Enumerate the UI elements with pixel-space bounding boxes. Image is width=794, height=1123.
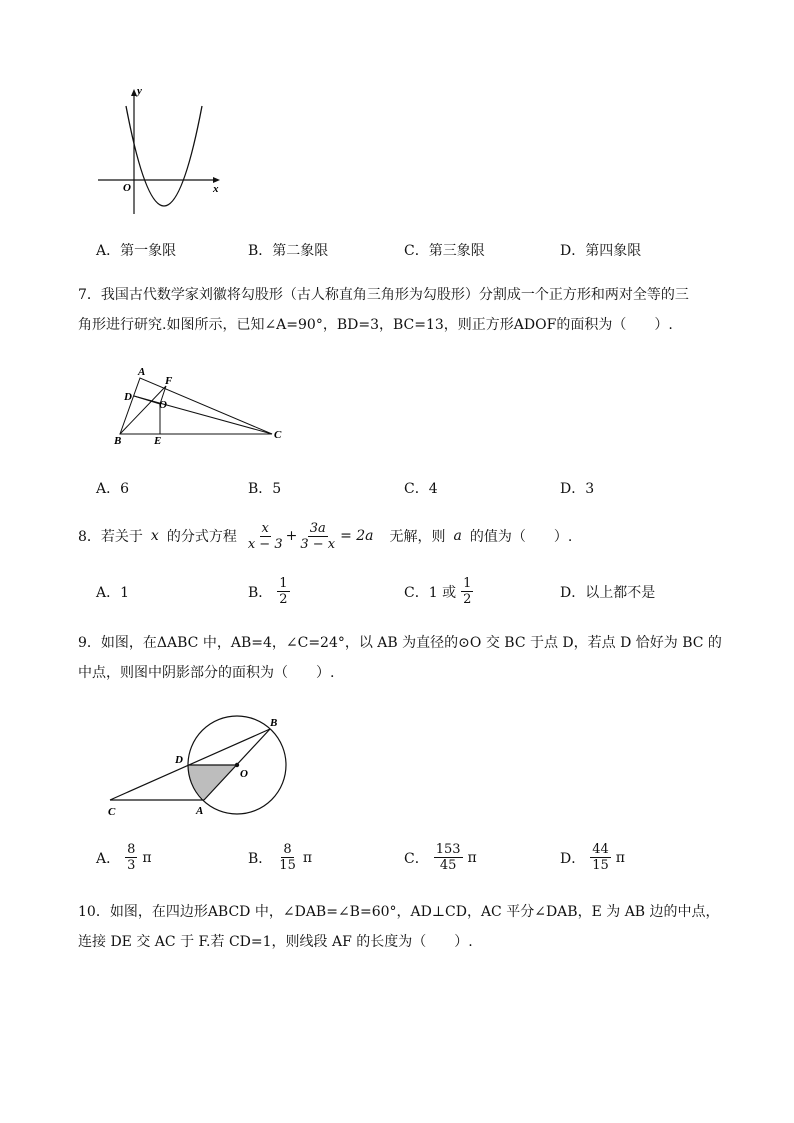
label-d: D [124, 391, 132, 403]
q8-option-b-fraction [277, 576, 289, 607]
q9-option-d-label: D． [560, 850, 586, 867]
q8-equation [245, 521, 374, 552]
q10-question [78, 897, 728, 957]
q9-option-a-num: 8 [127, 842, 136, 857]
label-c: C [108, 806, 116, 818]
q9-option-a-label: A． [96, 850, 121, 867]
q8-suffix-2: 的值为（ ）. [469, 529, 573, 545]
q9-option-b[interactable] [248, 842, 312, 873]
q6-option-b[interactable]: B．第二象限 [248, 243, 329, 259]
q9-option-d-num: 44 [592, 842, 609, 857]
q8-suffix-1: 无解，则 [389, 529, 446, 545]
parabola-graph [92, 82, 232, 222]
label-o: O [240, 768, 248, 780]
q9-option-c-pi: π [467, 849, 477, 866]
q7-option-a[interactable]: A．6 [96, 481, 130, 497]
q8-frac1-den: x − 3 [247, 536, 283, 552]
q6-option-a[interactable]: A．第一象限 [96, 243, 177, 259]
center-dot [235, 763, 239, 767]
q9-options [96, 842, 736, 882]
q7-line-1: 7．我国古代数学家刘徽将勾股形（古人称直角三角形为勾股形）分割成一个正方形和两对全等的三 [78, 287, 689, 303]
q9-option-d[interactable] [560, 842, 625, 873]
q8-fraction-1 [246, 521, 285, 552]
q8-option-d[interactable]: D．以上都不是 [560, 585, 656, 601]
q7-option-c[interactable]: C．4 [404, 481, 438, 497]
q8-question [78, 514, 572, 558]
label-e: E [154, 435, 162, 447]
q8-option-b-label: B． [248, 584, 273, 601]
q8-option-a[interactable]: A．1 [96, 585, 130, 601]
q7-option-b[interactable]: B．5 [248, 481, 282, 497]
q7-question [78, 280, 728, 340]
q8-prefix: 8．若关于 [78, 529, 143, 545]
parabola-curve [126, 106, 202, 206]
q9-option-c-den: 45 [439, 858, 457, 873]
q9-option-c-fraction [434, 842, 463, 873]
q8-option-c-fraction [461, 576, 473, 607]
q9-option-d-pi: π [615, 849, 625, 866]
q8-plus: + [285, 528, 298, 544]
q8-option-c-label: C．1 或 [404, 584, 457, 601]
q8-frac1-num: x [261, 520, 269, 536]
q8-frac2-den: 3 − x [300, 536, 336, 552]
q9-option-a-pi: π [142, 849, 152, 866]
q9-option-c-label: C． [404, 850, 429, 867]
y-axis-label: y [137, 85, 142, 97]
q8-option-c[interactable] [404, 576, 474, 607]
label-b: B [114, 435, 122, 447]
q10-line-1: 10．如图，在四边形ABCD 中，∠DAB=∠B=60°，AD⊥CD，AC 平分∠DAB，E 为 AB 边的中点， [78, 904, 720, 920]
label-f: F [165, 375, 173, 387]
q6-option-c[interactable]: C．第三象限 [404, 243, 485, 259]
q9-option-b-pi: π [302, 849, 313, 866]
q9-question [78, 628, 728, 688]
q8-option-b[interactable] [248, 576, 291, 607]
q6-options [96, 240, 736, 268]
q7-options [96, 478, 736, 506]
q9-option-b-fraction [277, 842, 298, 873]
q8-options [96, 576, 736, 610]
label-c: C [274, 429, 282, 441]
label-a: A [138, 366, 146, 378]
q7-option-d[interactable]: D．3 [560, 481, 595, 497]
q9-option-a-fraction [125, 842, 137, 873]
q8-option-b-den: 2 [279, 592, 288, 607]
q8-var-x: x [150, 528, 159, 544]
q9-option-d-fraction [590, 842, 611, 873]
q8-option-c-num: 1 [463, 576, 472, 591]
q8-option-c-den: 2 [463, 592, 472, 607]
q6-option-d[interactable]: D．第四象限 [560, 243, 642, 259]
q9-option-c-num: 153 [435, 842, 461, 857]
label-a: A [196, 805, 204, 817]
circle-triangle-figure [100, 712, 296, 820]
q9-option-b-num: 8 [283, 842, 292, 857]
x-axis-label: x [213, 183, 219, 195]
q9-option-b-den: 15 [279, 858, 296, 873]
label-b: B [270, 717, 278, 729]
label-d: D [175, 754, 183, 766]
q9-line-1: 9．如图，在ΔABC 中，AB=4，∠C=24°，以 AB 为直径的⊙O 交 BC 于点 D，若点 D 恰好为 BC 的 [78, 635, 722, 651]
q8-mid: 的分式方程 [166, 529, 237, 545]
q9-option-b-label: B． [248, 850, 273, 867]
q8-option-b-num: 1 [279, 576, 288, 591]
line-co [134, 396, 272, 434]
q8-var-a: a [453, 528, 462, 544]
origin-label: O [123, 182, 131, 194]
q8-frac2-num: 3a [309, 520, 326, 536]
q9-option-a-den: 3 [127, 858, 136, 873]
q9-option-c[interactable] [404, 842, 477, 873]
q9-line-2: 中点，则图中阴影部分的面积为（ ）. [78, 665, 335, 681]
q9-option-d-den: 15 [592, 858, 609, 873]
triangle-abc [120, 378, 272, 434]
label-o: O [159, 399, 167, 411]
shaded-sector [188, 765, 237, 800]
q10-line-2: 连接 DE 交 AC 于 F.若 CD=1，则线段 AF 的长度为（ ）. [78, 934, 473, 950]
q9-option-a[interactable] [96, 842, 152, 873]
triangle-square-figure [108, 362, 292, 448]
q8-fraction-2 [298, 521, 337, 552]
q8-rhs: = 2a [340, 528, 374, 544]
q7-line-2: 角形进行研究.如图所示，已知∠A=90°，BD=3，BC=13，则正方形ADOF的面积为（ ）. [78, 317, 673, 333]
